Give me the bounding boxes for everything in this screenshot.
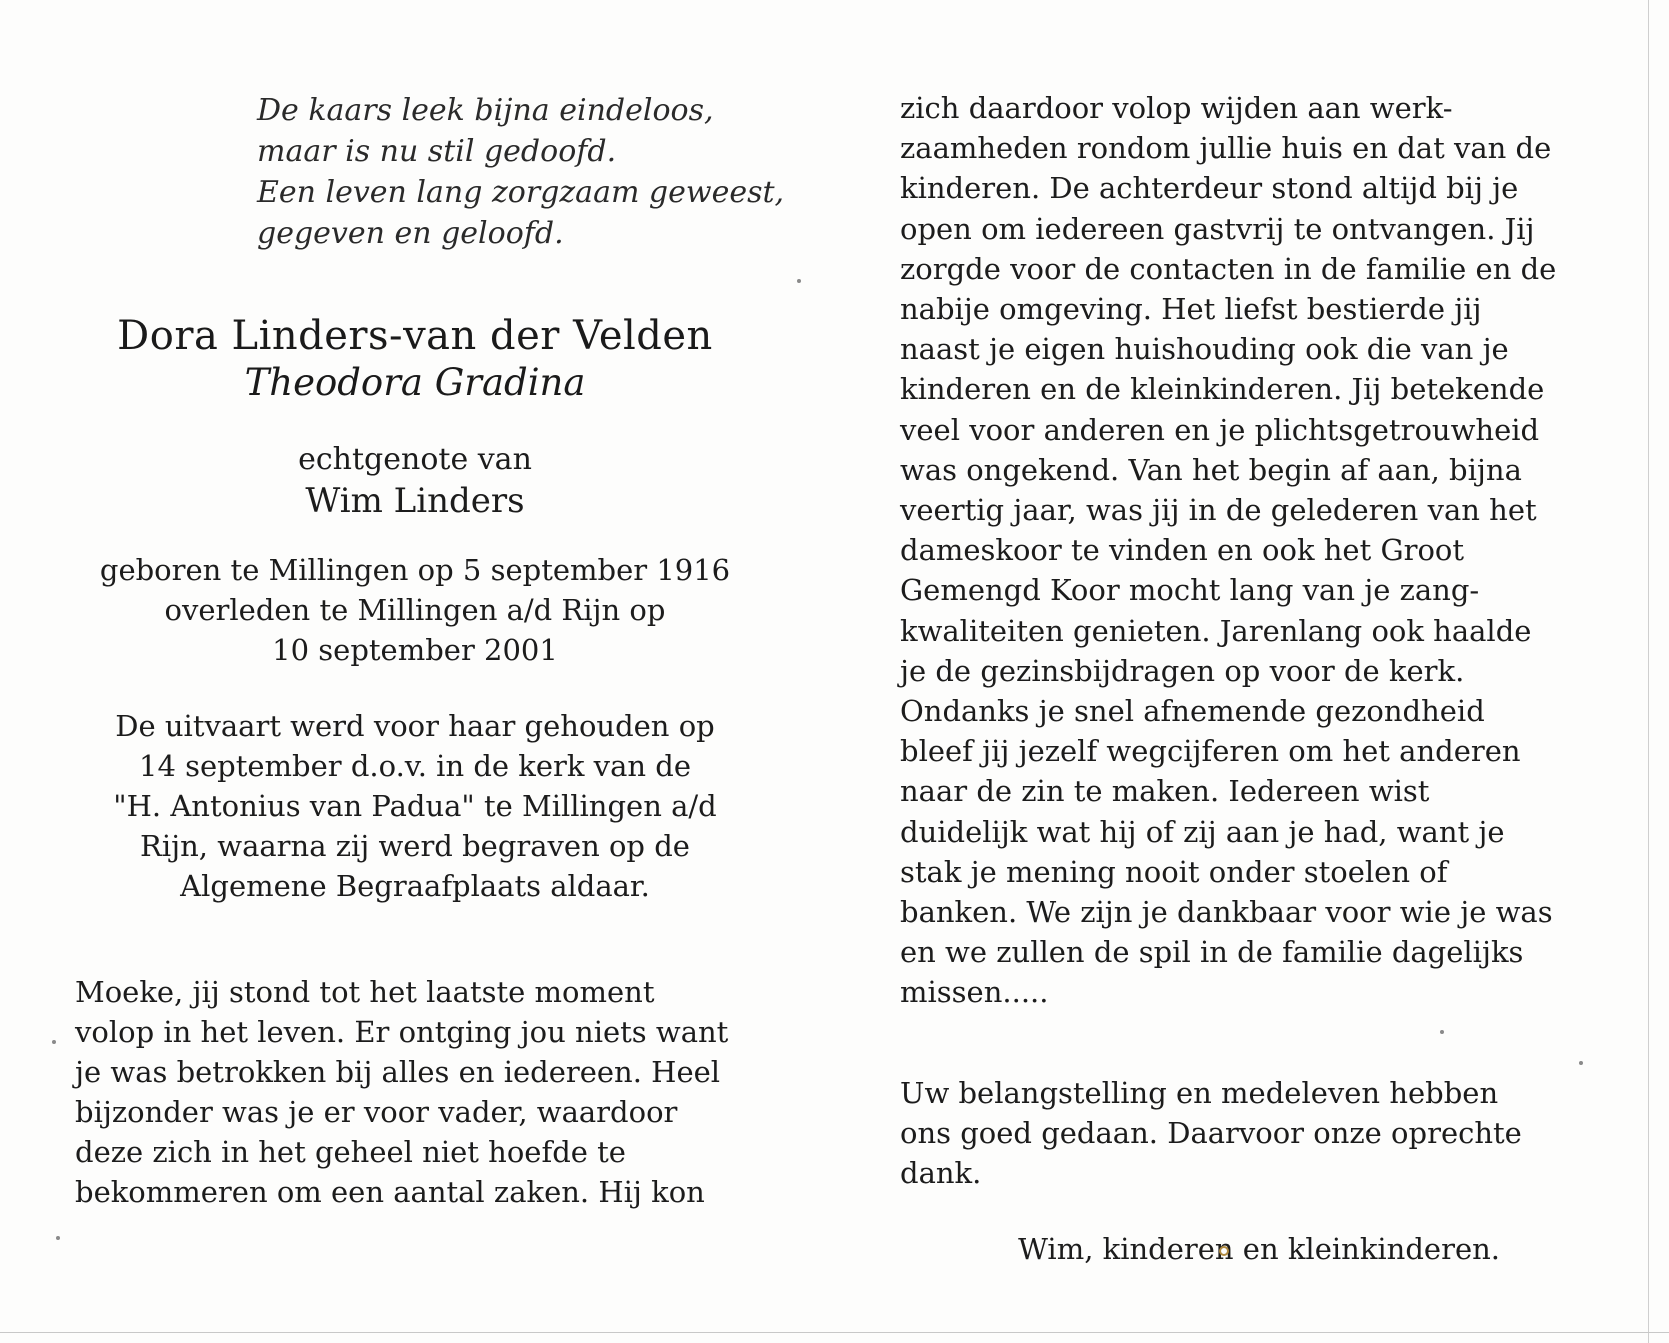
paper-speck	[1440, 1030, 1444, 1034]
tribute-line: je was betrokken bij alles en iedereen. Heel	[75, 1055, 721, 1089]
tribute-line: zich daardoor volop wijden aan werk-	[900, 91, 1453, 125]
life-dates	[75, 550, 755, 670]
tribute-line: duidelijk wat hij of zij aan je had, want je	[900, 814, 1505, 849]
paper-speck	[797, 279, 801, 283]
spouse-name: Wim Linders	[305, 481, 525, 521]
funeral-line: Rijn, waarna zij werd begraven op de	[140, 829, 690, 863]
tribute-line: kinderen en de kleinkinderen. Jij betekende	[900, 372, 1545, 407]
paper-speck	[1579, 1061, 1583, 1065]
tribute-line: bijzonder was je er voor vader, waardoor	[75, 1095, 678, 1129]
tribute-line: zorgde voor de contacten in de familie en de	[900, 251, 1557, 286]
paper-speck	[56, 1236, 60, 1240]
tribute-line: naar de zin te maken. Iedereen wist	[900, 774, 1430, 809]
tribute-line: dameskoor te vinden en ook het Groot	[900, 533, 1465, 568]
poem-line: maar is nu stil gedoofd.	[257, 134, 617, 169]
deceased-given-names: Theodora Gradina	[244, 361, 586, 404]
tribute-line: was ongekend. Van het begin af aan, bijna	[900, 452, 1522, 487]
tribute-line: naast je eigen huishouding ook die van je	[900, 332, 1509, 367]
paper-speck	[52, 1040, 56, 1044]
spouse-label: echtgenote van	[298, 442, 532, 477]
date-line: overleden te Millingen a/d Rijn op	[164, 593, 666, 627]
card-edge-right	[1648, 0, 1649, 1343]
tribute-line: stak je mening nooit onder stoelen of	[900, 854, 1448, 889]
poem-line: De kaars leek bijna eindeloos,	[257, 93, 714, 128]
card-edge-bottom	[0, 1332, 1669, 1333]
tribute-line: veel voor anderen en je plichtsgetrouwheid	[900, 412, 1540, 447]
funeral-notice	[75, 706, 755, 906]
tribute-right	[900, 88, 1580, 1013]
signoff: Wim, kinderen en kleinkinderen.	[1018, 1231, 1500, 1266]
poem-line: gegeven en geloofd.	[257, 216, 564, 251]
funeral-line: "H. Antonius van Padua" te Millingen a/d	[113, 789, 717, 823]
tribute-line: en we zullen de spil in de familie dagelijks	[900, 935, 1524, 970]
tribute-line: volop in het leven. Er ontging jou niets want	[75, 1015, 729, 1049]
tribute-line: nabije omgeving. Het liefst bestierde jij	[900, 292, 1482, 327]
left-column	[75, 90, 785, 1212]
tribute-line: bekommeren om een aantal zaken. Hij kon	[75, 1175, 705, 1209]
tribute-line: deze zich in het geheel niet hoefde te	[75, 1135, 626, 1169]
thanks-note	[900, 1073, 1580, 1193]
funeral-line: 14 september d.o.v. in de kerk van de	[139, 749, 691, 783]
poem	[257, 90, 785, 254]
tribute-line: open om iedereen gastvrij te ontvangen. Jij	[900, 211, 1535, 246]
thanks-line: dank.	[900, 1155, 982, 1190]
funeral-line: Algemene Begraafplaats aldaar.	[180, 869, 650, 903]
poem-line: Een leven lang zorgzaam geweest,	[257, 175, 785, 210]
tribute-line: bleef jij jezelf wegcijferen om het anderen	[900, 734, 1521, 769]
tribute-line: Moeke, jij stond tot het laatste moment	[75, 975, 655, 1009]
deceased-name: Dora Linders-van der Velden	[117, 313, 713, 359]
paper-mark	[1219, 1246, 1229, 1256]
tribute-line: kinderen. De achterdeur stond altijd bij je	[900, 171, 1519, 206]
thanks-line: ons goed gedaan. Daarvoor onze oprechte	[900, 1115, 1522, 1150]
tribute-line: je de gezinsbijdragen op voor de kerk.	[900, 653, 1465, 688]
tribute-line: banken. We zijn je dankbaar voor wie je was	[900, 895, 1553, 930]
funeral-line: De uitvaart werd voor haar gehouden op	[115, 709, 715, 743]
thanks-line: Uw belangstelling en medeleven hebben	[900, 1075, 1499, 1110]
tribute-line: veertig jaar, was jij in de gelederen van het	[900, 493, 1537, 528]
date-line: 10 september 2001	[272, 633, 558, 667]
tribute-line: Gemengd Koor mocht lang van je zang-	[900, 573, 1480, 608]
tribute-line: zaamheden rondom jullie huis en dat van de	[900, 131, 1552, 166]
date-line: geboren te Millingen op 5 september 1916	[99, 553, 731, 587]
tribute-left	[75, 972, 755, 1212]
tribute-line: Ondanks je snel afnemende gezondheid	[900, 694, 1485, 729]
tribute-line: missen.....	[900, 975, 1049, 1010]
tribute-line: kwaliteiten genieten. Jarenlang ook haalde	[900, 613, 1532, 648]
right-column	[900, 88, 1580, 1269]
